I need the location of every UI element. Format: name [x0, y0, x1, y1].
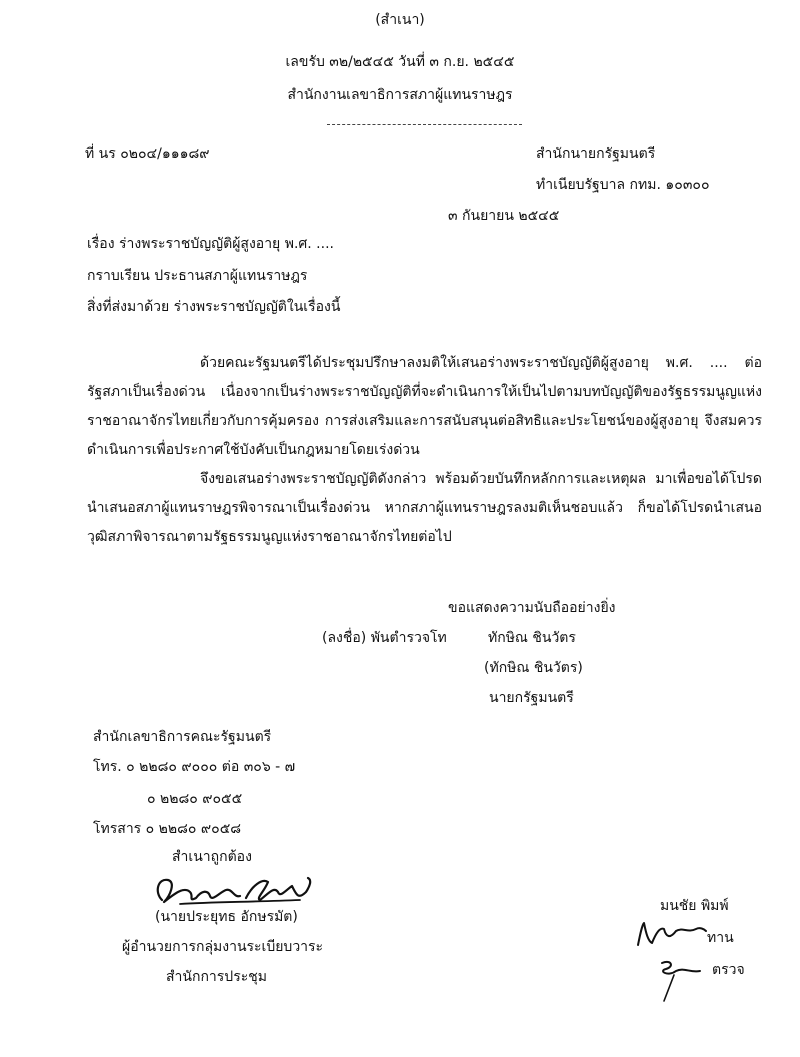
sender-address: ทำเนียบรัฐบาล กทม. ๑๐๓๐๐ [536, 177, 710, 193]
typed-label: ทาน [707, 930, 734, 946]
certified-copy-label: สำเนาถูกต้อง [172, 849, 252, 865]
typist-name: มนชัย พิมพ์ [660, 898, 729, 914]
header-divider [327, 124, 522, 125]
certifier-signature [150, 872, 320, 912]
contact-fax: โทรสาร ๐ ๒๒๘๐ ๙๐๕๘ [93, 821, 242, 837]
checker-initials [650, 955, 710, 1005]
contact-office: สำนักเลขาธิการคณะรัฐมนตรี [93, 729, 272, 745]
signatory-name: ทักษิณ ชินวัตร [488, 630, 576, 646]
document-number: ที่ นร ๐๒๐๔/๑๑๑๘๙ [85, 146, 210, 162]
closing-salutation: ขอแสดงความนับถืออย่างยิ่ง [448, 600, 616, 616]
document-date: ๓ กันยายน ๒๕๔๕ [448, 208, 560, 224]
body-paragraph-2: จึงขอเสนอร่างพระราชบัญญัติดังกล่าว พร้อมด้วยบันทึกหลักการและเหตุผล มาเพื่อขอได้โปรดนำเสนอสภาผู้แทนราษฎรพิจารณาเป็นเรื่องด่วน หากสภาผู้แทนราษฎรลงมติเห็นชอบแล้ว ก็ขอได้โปรดนำเสนอวุฒิสภาพิจารณาตามรัฐธรรมนูญแห่งราชอาณาจักรไทยต่อไป [87, 471, 762, 545]
certifier-title: ผู้อำนวยการกลุ่มงานระเบียบวาระ [122, 939, 324, 955]
signatory-position: นายกรัฐมนตรี [489, 690, 574, 706]
receiving-office: สำนักงานเลขาธิการสภาผู้แทนราษฎร [287, 87, 513, 103]
typist-initials [630, 915, 710, 955]
addressee-line: กราบเรียน ประธานสภาผู้แทนราษฎร [87, 268, 308, 284]
signatory-printed-name: (ทักษิณ ชินวัตร) [484, 660, 583, 676]
checked-label: ตรวจ [712, 962, 745, 978]
enclosure-line: สิ่งที่ส่งมาด้วย ร่างพระราชบัญญัติในเรื่องนี้ [87, 299, 341, 315]
subject-line: เรื่อง ร่างพระราชบัญญัติผู้สูงอายุ พ.ศ. .... [87, 236, 334, 252]
contact-phone: โทร. ๐ ๒๒๘๐ ๙๐๐๐ ต่อ ๓๐๖ - ๗ [93, 759, 296, 775]
sender-office: สำนักนายกรัฐมนตรี [536, 146, 656, 162]
copy-mark: (สำเนา) [375, 12, 425, 28]
letter-body [87, 349, 762, 552]
certifier-office: สำนักการประชุม [166, 969, 267, 985]
signature-prefix: (ลงชื่อ) พันตำรวจโท [322, 630, 447, 646]
contact-phone-2: ๐ ๒๒๘๐ ๙๐๕๕ [147, 791, 243, 807]
receipt-number: เลขรับ ๓๒/๒๕๔๕ วันที่ ๓ ก.ย. ๒๕๔๕ [285, 54, 515, 70]
body-paragraph-1: ด้วยคณะรัฐมนตรีได้ประชุมปรึกษาลงมติให้เสนอร่างพระราชบัญญัติผู้สูงอายุ พ.ศ. .... ต่อรัฐสภาเป็นเรื่องด่วน เนื่องจากเป็นร่างพระราชบัญญัติที่จะดำเนินการให้เป็นไปตามบทบัญญัติของรัฐธรรมนูญแห่งราชอาณาจักรไทยเกี่ยวกับการคุ้มครอง การส่งเสริมและการสนับสนุนต่อสิทธิและประโยชน์ของผู้สูงอายุ จึงสมควรดำเนินการเพื่อประกาศใช้บังคับเป็นกฎหมายโดยเร่งด่วน [87, 355, 762, 458]
certifier-name: (นายประยุทธ อักษรมัต) [155, 909, 298, 925]
